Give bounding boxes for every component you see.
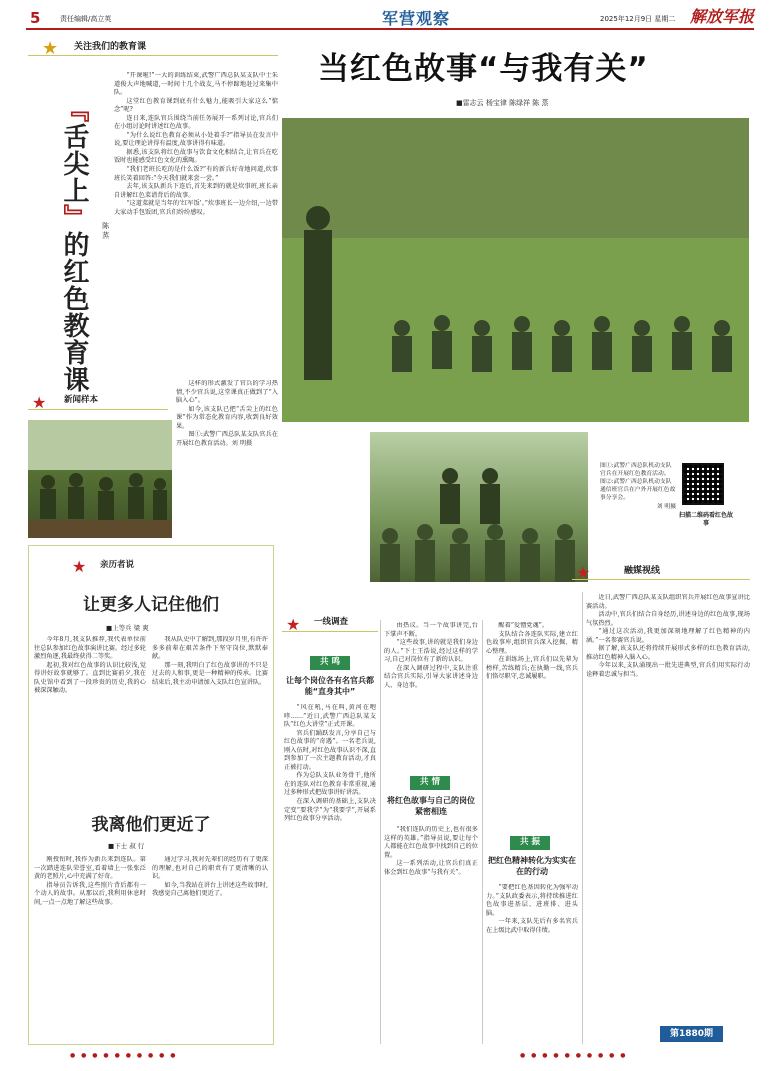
paragraph: “开课啦!”一大的训练结束,武警广西总队某支队中士朱道俊大声地喊道,一时间十几个战友,马不停蹄地赶过来集中队。	[114, 72, 278, 97]
article1-title: 让更多人记住他们	[83, 595, 219, 615]
paragraph: 支队结合各连队实际,建立红色故事库,组织官兵深入挖掘、精心整理。	[486, 630, 578, 655]
paragraph: “风在吼,马在叫,黄河在咆哮……”近日,武警广西总队某支队“红色大讲堂”正式开课。	[284, 704, 376, 729]
section-bar-media	[572, 564, 750, 580]
paragraph: 活动中,官兵们结合自身经历,讲述身边的红色故事,现场气氛热烈。	[586, 611, 750, 627]
paragraph: 起初,我对红色故事的认识比较浅,觉得讲好故事就够了。直到比赛前夕,我在队史馆中看到了一段珍贵的历史,我的心被深深触动。	[34, 661, 146, 695]
second-photo-illustration	[370, 432, 591, 582]
hero-photo-illustration	[282, 118, 749, 422]
article2-body-col1	[34, 856, 146, 1036]
frontline-col2	[384, 622, 478, 772]
photo-captions	[600, 462, 676, 511]
paragraph: 近日,武警广西总队某支队组织官兵开展红色故事宣讲比赛活动。	[586, 594, 750, 610]
article2-author: ■下士 叔 行	[108, 842, 145, 850]
article1-body-col1	[34, 636, 146, 806]
paragraph: “要把红色基因转化为强军动力。”支队政委表示,将持续推进红色故事进基层、进班排、进头脑。	[486, 884, 578, 917]
section-label: 一线调查	[314, 617, 349, 627]
main-byline: ■雷志云 杨宝律 陈绿祥 陈 蒸	[456, 99, 549, 107]
qr-code[interactable]	[682, 463, 724, 505]
second-photo	[370, 432, 591, 582]
paragraph: 如今,该支队已把“舌尖上的红色课”作为常态化教育内容,收到良好效果。	[176, 405, 278, 430]
paragraph: 由热议。当一个故事讲完,台下掌声不断。	[384, 622, 478, 638]
section-bar-frontline	[282, 616, 378, 632]
frontline-col3b	[486, 884, 578, 1044]
subhead-3: 把红色精神转化为实实在在的行动	[488, 856, 576, 876]
article2-title: 我离他们更近了	[91, 815, 211, 835]
star-icon: ★	[576, 563, 591, 582]
frontline-col2b	[384, 826, 478, 1044]
section-bar-news	[28, 394, 168, 410]
frontline-col4	[586, 594, 750, 1020]
left-article-title: 『舌尖上』的红色教育课	[59, 96, 89, 393]
paragraph: 连日来,连队官兵围绕当前任务展开一系列讨论,官兵们在小组讨论时讲述红色故事。	[114, 114, 278, 131]
newspaper-logo: 解放军报	[690, 7, 755, 26]
star-icon: ★	[72, 557, 87, 576]
section-bar-follow	[28, 38, 278, 59]
photo-caption: 图①:武警广西总队某支队官兵在开展红色教育活动。刘 明摄	[176, 431, 278, 447]
paragraph: 这样的形式激发了官兵的学习热情,不少官兵说,这堂课真正做到了“入脑入心”。	[176, 380, 278, 405]
main-headline: 当红色故事“与我有关”	[318, 51, 649, 87]
paragraph: 这堂红色教育课到底有什么魅力,能吸引大家这么“惦念”呢?	[114, 97, 278, 114]
subhead-2: 将红色故事与自己的岗位紧密相连	[387, 796, 475, 816]
frontline-col1	[284, 704, 376, 1044]
paragraph: 醒着“爱憎党魂”。	[498, 622, 549, 629]
section-label: 关注我们的教育课	[74, 42, 147, 52]
caption-photo1: 图①:武警广西总队机动支队官兵在开展红色教育活动。	[600, 463, 672, 478]
paragraph: 我从队史中了解到,那段岁月里,有许许多多前辈在艰苦条件下坚守岗位,默默奉献。	[152, 636, 268, 661]
paragraph: “这道菜就是当年的‘红军饭’。”炊事班长一边介绍,一边带大家动手包饭团,官兵们纷纷感叹。	[114, 200, 278, 216]
paragraph: 一年来,支队先后有多名官兵在上级比武中取得佳绩。	[486, 918, 578, 934]
paragraph: “这些故事,讲的就是我们身边的人。”下士王浩说,经过这样的学习,自己对岗位有了新的认识。	[384, 639, 478, 664]
paragraph: 这一系列活动,让官兵们真正体会到红色故事“与我有关”。	[384, 860, 478, 876]
article1-body-col2	[152, 636, 268, 806]
star-icon: ★	[42, 38, 59, 59]
paragraph: 据悉,该支队将红色故事与饮食文化相结合,让官兵在吃饭时也能感受红色文化的熏陶。	[114, 148, 278, 165]
paragraph: 官兵们踊跃发言,分享自己与红色故事的“奇遇”。一名老兵说,刚入伍时,对红色故事认识不深,直到参加了一次主题教育活动,才真正被打动。	[284, 729, 376, 771]
section-label: 新闻样本	[64, 395, 99, 405]
frontline-col3	[486, 622, 578, 832]
left-article-body	[114, 72, 278, 377]
paragraph: 在训练场上,官兵们以先辈为榜样,苦练精兵;在执勤一线,官兵们恪尽职守,忠诚履职。	[486, 656, 578, 681]
star-icon: ★	[32, 393, 47, 412]
paragraph: “我们连队的历史上,也有很多这样的英雄。”指导员说,要让每个人都能在红色故事中找到自己的位置。	[384, 826, 478, 859]
section-title: 军营观察	[382, 9, 451, 28]
paragraph: “为什么说红色教育必须从小处着手?”指导员在发言中说,要让理论讲得有温度,故事讲得有味道。	[114, 131, 278, 148]
column-divider	[380, 620, 381, 1044]
paragraph: “通过这次活动,我更加深刻地理解了红色精神的内涵。”一名参赛官兵说。	[586, 628, 750, 644]
article1-author: ■上等兵 梁 爽	[106, 624, 149, 632]
paragraph: 今年以来,支队涌现出一批先进典型,官兵们用实际行动诠释着忠诚与担当。	[586, 662, 750, 678]
subhead-1: 让每个岗位各有名官兵都能“直身其中”	[286, 676, 374, 696]
left-article-body-cont	[176, 380, 278, 535]
paragraph: 作为总队支队业务骨干,他所在的连队对红色教育非常重视,通过多种形式把故事讲好讲活。	[284, 772, 376, 797]
caption-photo2: 图②:武警广西总队机动支队通信班官兵在户外开展红色故事分享会。	[600, 479, 676, 502]
badge-empathy: 共 情	[410, 776, 450, 790]
paragraph: 如今,当我站在讲台上讲述这些故事时,我感觉自己离他们更近了。	[152, 881, 268, 898]
paragraph: 指导员告诉我,这些照片背后都有一个动人的故事。从那以后,我利用休息时间,一点一点地了解这些故事。	[34, 881, 146, 906]
paragraph: “我们老班长吃的是什么饭?”有的新兵好奇地问道,炊事班长笑着回答:“今天我们就来尝一尝。”	[114, 166, 278, 182]
section-bar-experience	[28, 557, 274, 576]
editor-credit: 责任编辑/高立英	[60, 15, 112, 23]
news-sample-photo	[28, 420, 172, 538]
paragraph: 那一刻,我明白了红色故事讲的不只是过去的人和事,更是一种精神的传承。比赛结束后,我主动申请加入支队红色宣讲队。	[152, 661, 268, 686]
badge-vibration: 共 振	[510, 836, 550, 850]
caption-credit: 刘 明摄	[656, 503, 676, 510]
paragraph: 今年8月,我支队推荐,我代表单位前往总队参加红色故事演讲比赛。经过多轮激烈角逐,我最终获得二等奖。	[34, 636, 146, 661]
star-icon: ★	[286, 615, 301, 634]
paragraph: 据了解,该支队还将持续开展形式多样的红色教育活动,推动红色精神入脑入心。	[586, 645, 750, 661]
paragraph: 在深入调研过程中,支队注重结合官兵实际,引导大家讲述身边人、身边事。	[384, 664, 478, 689]
paragraph: 刚授衔时,我作为新兵来到连队。第一次踏进连队荣誉室,看着墙上一张张泛黄的老照片,心中充满了好奇。	[34, 856, 146, 881]
column-divider	[482, 620, 483, 1044]
hero-photo	[282, 118, 749, 422]
section-label: 亲历者说	[100, 560, 135, 570]
paragraph: 在深入调研的基础上,支队决定变“要我学”为“我要学”,开展系列红色故事分享活动。	[284, 798, 376, 823]
article2-body-col2	[152, 856, 268, 1036]
issue-date: 2025年12月9日 星期二	[600, 15, 676, 23]
qr-label: 扫描二维码看红色故事	[678, 512, 733, 528]
paragraph: 通过学习,我对先辈们的经历有了更深的理解,也对自己的职责有了更清晰的认识。	[152, 856, 268, 881]
left-article-author: 陈 蒸	[101, 222, 110, 239]
badge-resonance: 共 鸣	[310, 656, 350, 670]
decorative-dots: ● ● ● ● ● ● ● ● ● ●	[520, 1052, 628, 1059]
soldiers-photo-illustration	[28, 420, 172, 538]
masthead	[26, 6, 754, 30]
section-label: 融媒视线	[624, 566, 661, 576]
decorative-dots: ● ● ● ● ● ● ● ● ● ●	[70, 1052, 178, 1059]
paragraph: 去年,该支队新兵下连后,首先来到的就是炊事班,班长亲自讲解红色菜谱背后的故事。	[114, 183, 278, 199]
issue-number: 第1880期	[660, 1026, 723, 1042]
page-number: 5	[30, 9, 41, 27]
column-divider	[582, 592, 583, 1044]
